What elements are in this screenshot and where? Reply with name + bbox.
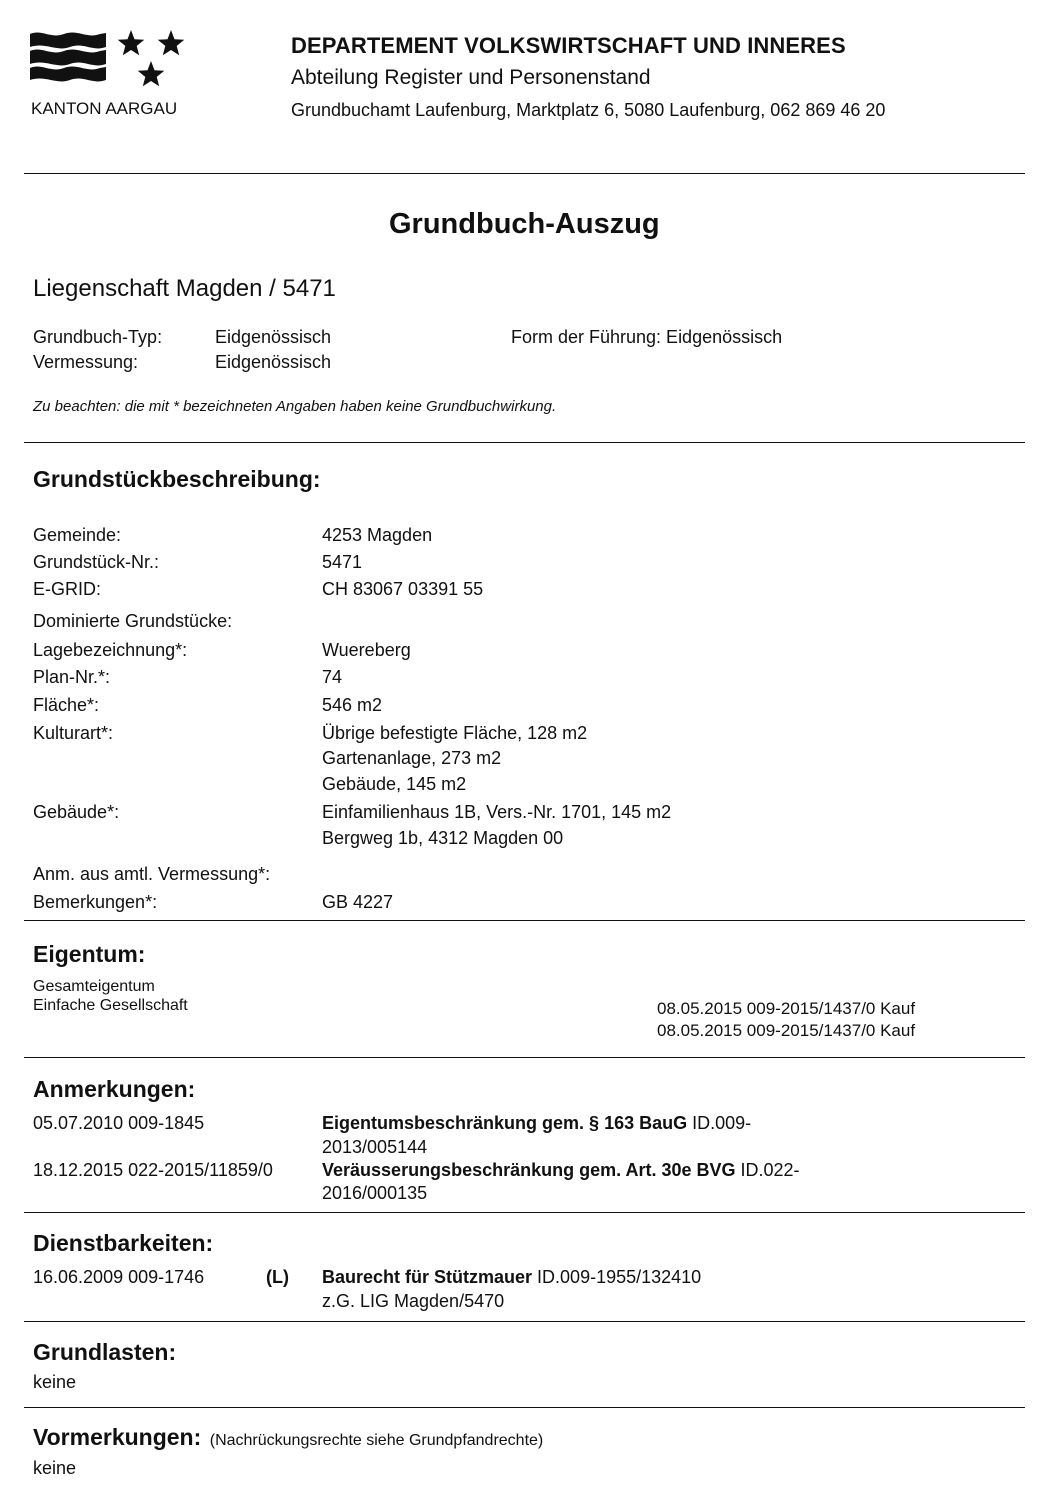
divider xyxy=(24,1212,1025,1213)
canton-logo xyxy=(30,28,190,94)
plan-nr-value: 74 xyxy=(322,667,343,687)
canton-name: KANTON AARGAU xyxy=(31,99,178,118)
grundbuch-typ-value: Eidgenössisch xyxy=(215,327,332,347)
vermessung-label: Vermessung: xyxy=(33,352,139,372)
kulturart-value: Gebäude, 145 m2 xyxy=(322,774,467,794)
anmerkung-id-cont: 2016/000135 xyxy=(322,1183,428,1203)
grundstueck-nr-label: Grundstück-Nr.: xyxy=(33,552,160,572)
divider xyxy=(24,1407,1025,1408)
dominierte-label: Dominierte Grundstücke: xyxy=(33,611,233,631)
flaeche-label: Fläche*: xyxy=(33,695,100,715)
gebaeude-address: Bergweg 1b, 4312 Magden 00 xyxy=(322,828,564,848)
kulturart-value: Gartenanlage, 273 m2 xyxy=(322,748,502,768)
gebaeude-value: Einfamilienhaus 1B, Vers.-Nr. 1701, 145 m2 xyxy=(322,802,672,822)
flaeche-value: 546 m2 xyxy=(322,695,383,715)
section-heading-grundlasten: Grundlasten: xyxy=(33,1339,177,1365)
section-heading-dienstbarkeiten: Dienstbarkeiten: xyxy=(33,1230,214,1256)
dienstbarkeit-entry xyxy=(322,1267,701,1288)
bemerkungen-label: Bemerkungen*: xyxy=(33,892,158,912)
lage-value: Wuereberg xyxy=(322,640,411,660)
dienstbarkeit-id: ID.009-1955/132410 xyxy=(532,1267,702,1287)
vermessung-value: Eidgenössisch xyxy=(215,352,332,372)
gemeinde-label: Gemeinde: xyxy=(33,525,122,545)
property-heading: Liegenschaft Magden / 5471 xyxy=(33,275,336,302)
anmerkung-title: Eigentumsbeschränkung gem. § 163 BauG xyxy=(322,1113,688,1133)
canton-aargau-emblem-icon xyxy=(30,28,190,94)
divider xyxy=(24,1057,1025,1058)
anmerkung-id-cont: 2013/005144 xyxy=(322,1137,428,1157)
anmerkung-id: ID.022- xyxy=(735,1160,800,1180)
divider xyxy=(24,1321,1025,1322)
dienstbarkeit-title: Baurecht für Stützmauer xyxy=(322,1267,533,1287)
kulturart-value: Übrige befestigte Fläche, 128 m2 xyxy=(322,723,588,743)
division-name: Abteilung Register und Personenstand xyxy=(291,66,651,89)
eigentum-entry: 08.05.2015 009-2015/1437/0 Kauf xyxy=(657,999,916,1018)
form-der-fuehrung: Form der Führung: Eidgenössisch xyxy=(511,327,783,347)
divider xyxy=(24,442,1025,443)
notice-text: Zu beachten: die mit * bezeichneten Angaben haben keine Grundbuchwirkung. xyxy=(33,398,557,415)
grundbuch-typ-label: Grundbuch-Typ: xyxy=(33,327,163,347)
gebaeude-label: Gebäude*: xyxy=(33,802,120,822)
anmerkung-ref: 05.07.2010 009-1845 xyxy=(33,1113,205,1133)
dienstbarkeit-beneficiary: z.G. LIG Magden/5470 xyxy=(322,1291,505,1311)
anmerkung-entry xyxy=(322,1113,751,1134)
section-heading-eigentum: Eigentum: xyxy=(33,941,146,967)
egrid-label: E-GRID: xyxy=(33,579,102,599)
vormerkungen-note: (Nachrückungsrechte siehe Grundpfandrechte) xyxy=(209,1432,544,1449)
anmerkung-entry xyxy=(322,1160,800,1181)
grundstueck-nr-value: 5471 xyxy=(322,552,363,572)
eigentum-entry: 08.05.2015 009-2015/1437/0 Kauf xyxy=(657,1021,916,1040)
office-address: Grundbuchamt Laufenburg, Marktplatz 6, 5080 Laufenburg, 062 869 46 20 xyxy=(291,100,886,120)
document-title: Grundbuch-Auszug xyxy=(389,208,660,240)
dienstbarkeit-flag: (L) xyxy=(266,1267,289,1287)
dienstbarkeit-ref: 16.06.2009 009-1746 xyxy=(33,1267,205,1287)
bemerkungen-value: GB 4227 xyxy=(322,892,394,912)
section-heading-anmerkungen: Anmerkungen: xyxy=(33,1076,196,1102)
section-heading-beschreibung: Grundstückbeschreibung: xyxy=(33,466,321,492)
eigentum-form: Gesamteigentum xyxy=(33,978,155,995)
anmerkung-id: ID.009- xyxy=(687,1113,752,1133)
divider xyxy=(24,173,1025,174)
vormerkungen-heading-row xyxy=(33,1424,543,1451)
department-name: DEPARTEMENT VOLKSWIRTSCHAFT UND INNERES xyxy=(291,33,846,58)
anmerkung-title: Veräusserungsbeschränkung gem. Art. 30e BVG xyxy=(322,1160,736,1180)
kulturart-label: Kulturart*: xyxy=(33,723,114,743)
gemeinde-value: 4253 Magden xyxy=(322,525,433,545)
vormerkungen-value: keine xyxy=(33,1458,77,1478)
section-heading-vormerkungen: Vormerkungen: xyxy=(33,1424,202,1450)
grundlasten-value: keine xyxy=(33,1372,77,1392)
anm-vermessung-label: Anm. aus amtl. Vermessung*: xyxy=(33,864,271,884)
egrid-value: CH 83067 03391 55 xyxy=(322,579,484,599)
eigentum-form: Einfache Gesellschaft xyxy=(33,997,188,1014)
anmerkung-ref: 18.12.2015 022-2015/11859/0 xyxy=(33,1160,273,1180)
lage-label: Lagebezeichnung*: xyxy=(33,640,188,660)
plan-nr-label: Plan-Nr.*: xyxy=(33,667,111,687)
divider xyxy=(24,920,1025,921)
